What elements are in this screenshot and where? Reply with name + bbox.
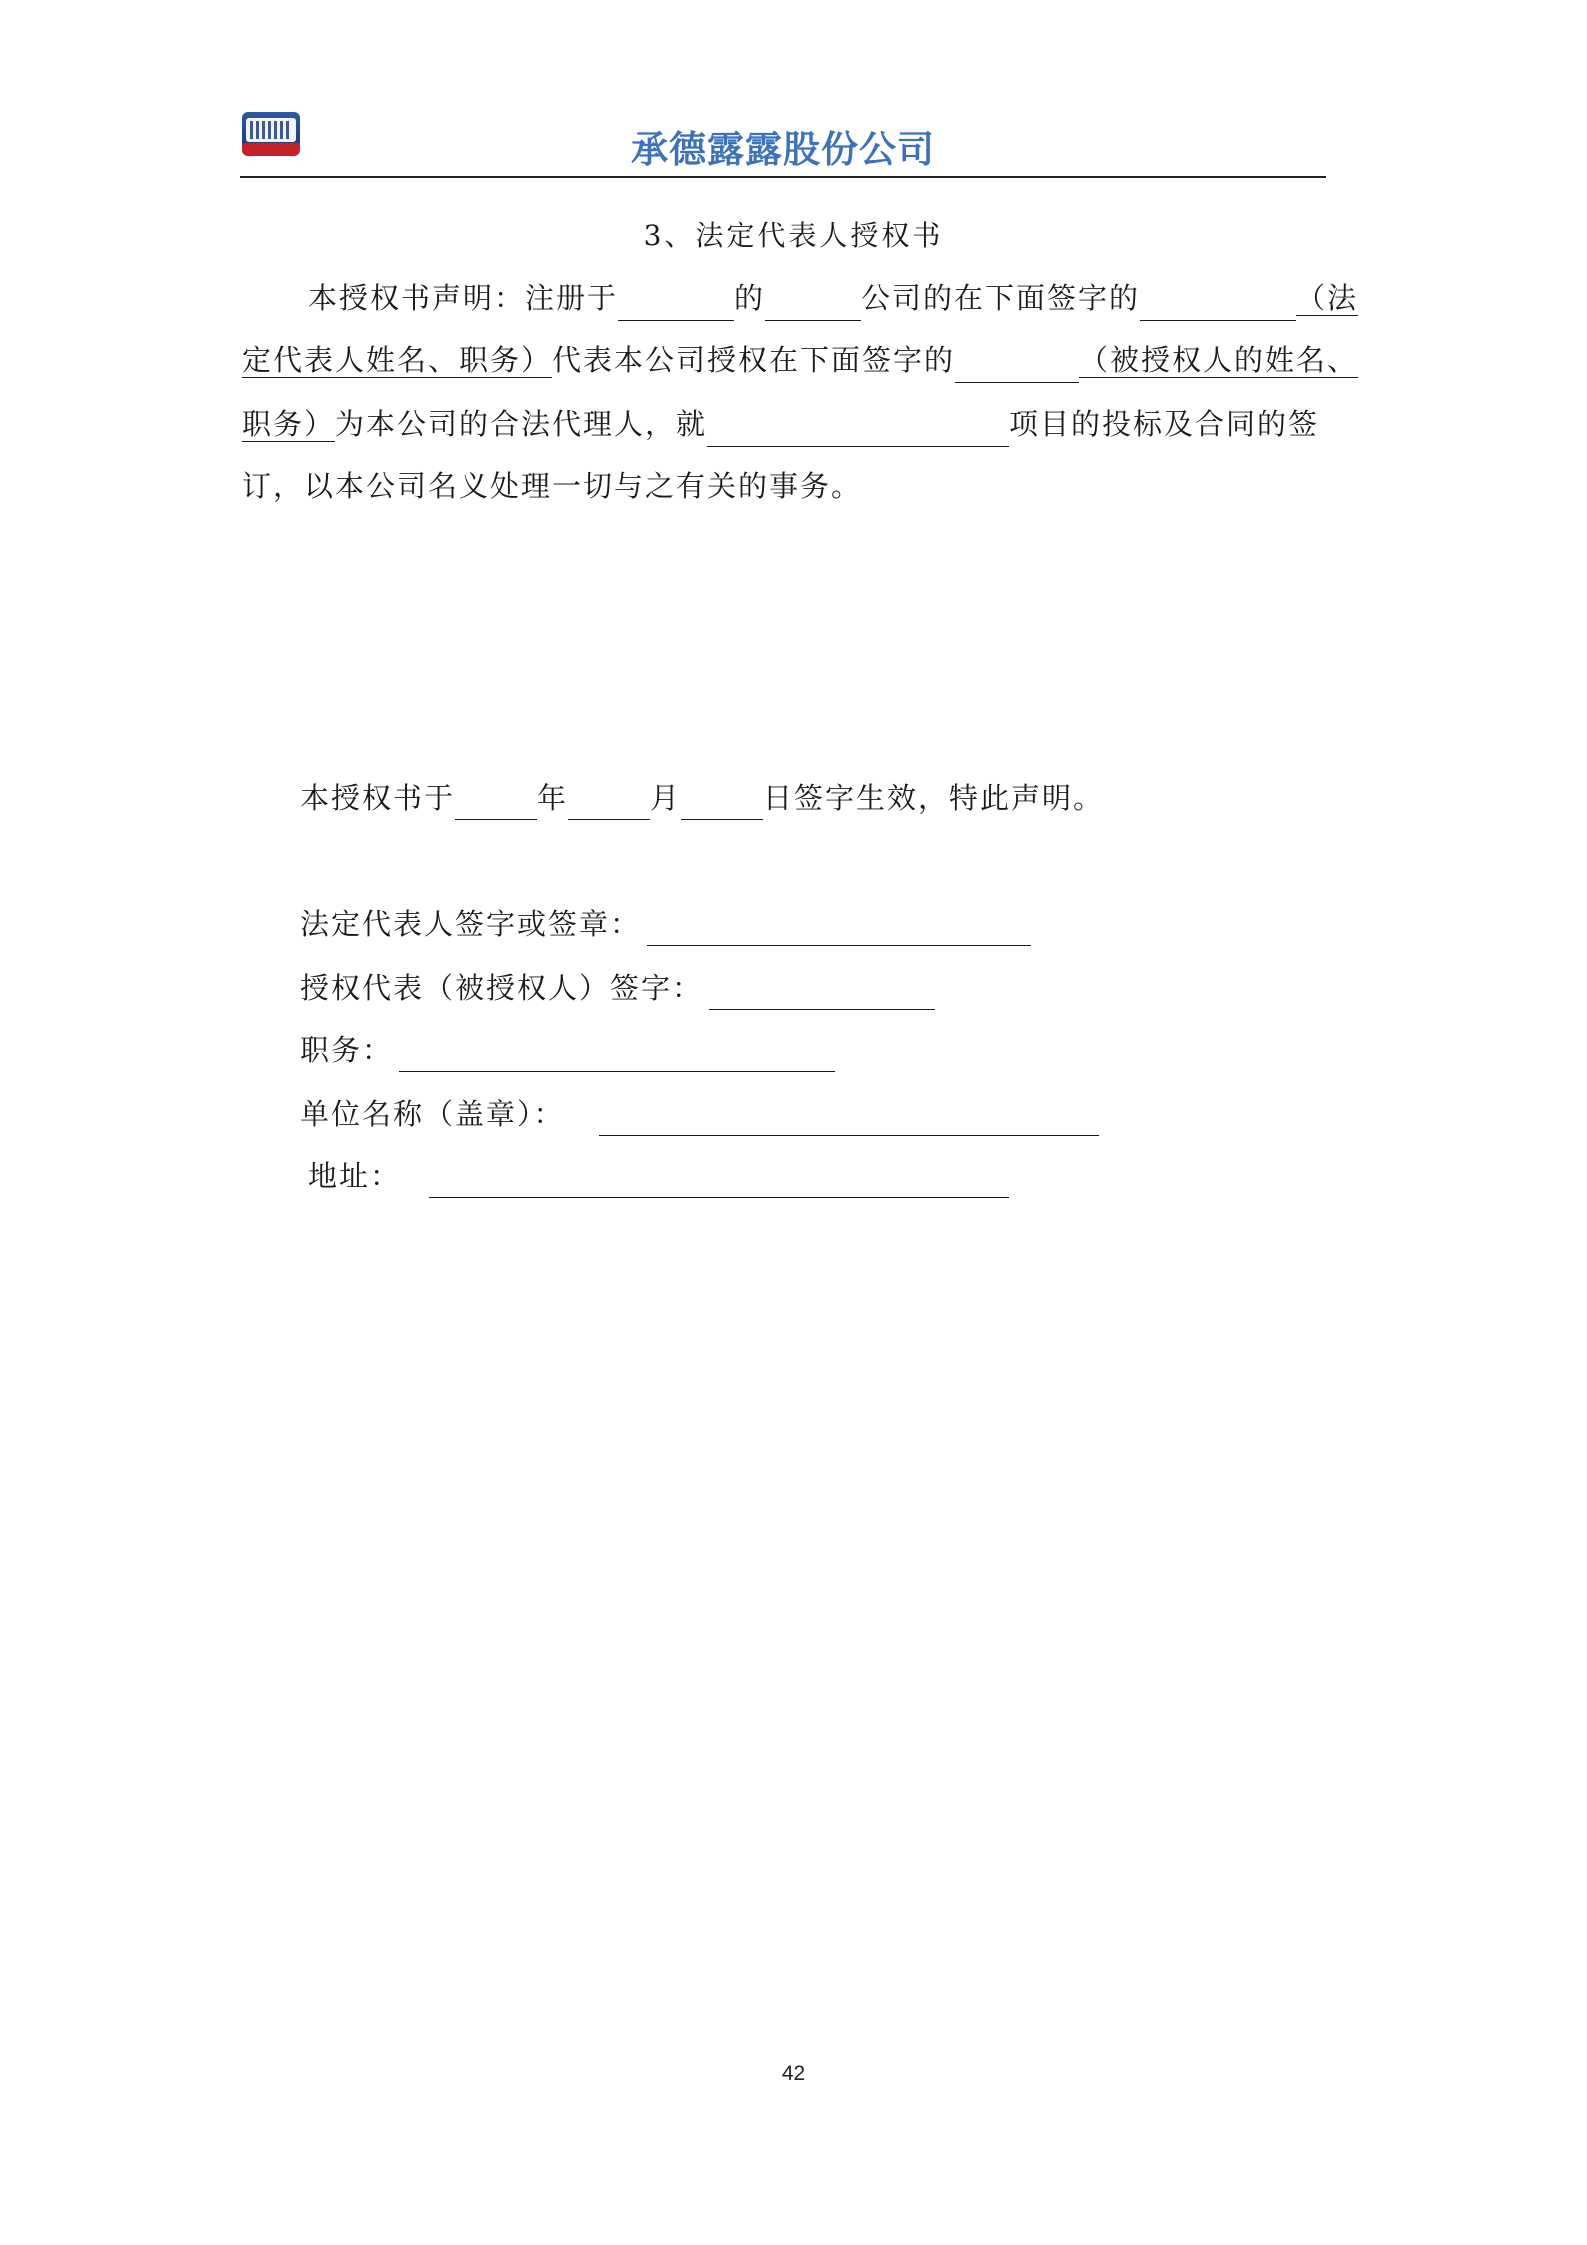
registration-place-blank: [618, 286, 734, 321]
unit-name-label: 单位名称（盖章）：: [300, 1097, 565, 1131]
statement-text: （法: [1296, 281, 1359, 315]
statement-text: 的: [734, 281, 766, 315]
statement-line-1: [308, 276, 1358, 320]
statement-text: 项目的投标及合同的签: [1009, 407, 1320, 441]
statement-line-4: 订，以本公司名义处理一切与之有关的事务。: [242, 469, 863, 503]
legal-rep-name-blank: [1140, 286, 1296, 321]
month-label: 月: [650, 781, 682, 815]
year-label: 年: [537, 781, 569, 815]
company-name-blank: [765, 286, 861, 321]
unit-name-line: [599, 1103, 1099, 1136]
statement-text: 代表本公司授权在下面签字的: [552, 343, 956, 377]
authorized-rep-signature-row: [300, 966, 935, 1010]
address-label: 地址：: [308, 1159, 402, 1193]
effective-text: 本授权书于: [300, 781, 456, 815]
unit-name-row: [300, 1092, 1099, 1136]
authorized-rep-signature-label: 授权代表（被授权人）签字：: [300, 971, 704, 1005]
authorized-person-blank: [955, 348, 1079, 383]
legal-rep-signature-row: [300, 902, 1031, 946]
address-line: [429, 1165, 1009, 1198]
day-blank: [681, 785, 763, 820]
statement-line-3: [242, 402, 1319, 446]
page-number: 42: [781, 2062, 806, 2085]
month-blank: [568, 785, 650, 820]
statement-text: 定代表人姓名、职务）: [242, 343, 553, 377]
legal-rep-signature-label: 法定代表人签字或签章：: [300, 907, 642, 941]
effective-text: 日签字生效，特此声明。: [763, 781, 1105, 815]
section-title: 3、法定代表人授权书: [643, 219, 944, 252]
statement-line-2: [242, 338, 1358, 382]
position-label: 职务：: [300, 1033, 394, 1067]
authorized-rep-signature-line: [709, 977, 935, 1010]
statement-text: 为本公司的合法代理人，就: [335, 407, 708, 441]
position-row: [300, 1028, 835, 1072]
statement-text: 公司的在下面签字的: [861, 281, 1141, 315]
project-name-blank: [707, 412, 1009, 447]
statement-text: 职务）: [242, 407, 336, 441]
page-header: [240, 112, 1326, 178]
statement-text: 本授权书声明：注册于: [308, 281, 619, 315]
statement-text: （被授权人的姓名、: [1079, 343, 1359, 377]
effective-date-line: [300, 776, 1104, 820]
company-name: 承德露露股份公司: [631, 128, 935, 171]
year-blank: [455, 785, 537, 820]
legal-rep-signature-line: [647, 913, 1031, 946]
position-line: [399, 1039, 835, 1072]
address-row: [308, 1154, 1009, 1198]
